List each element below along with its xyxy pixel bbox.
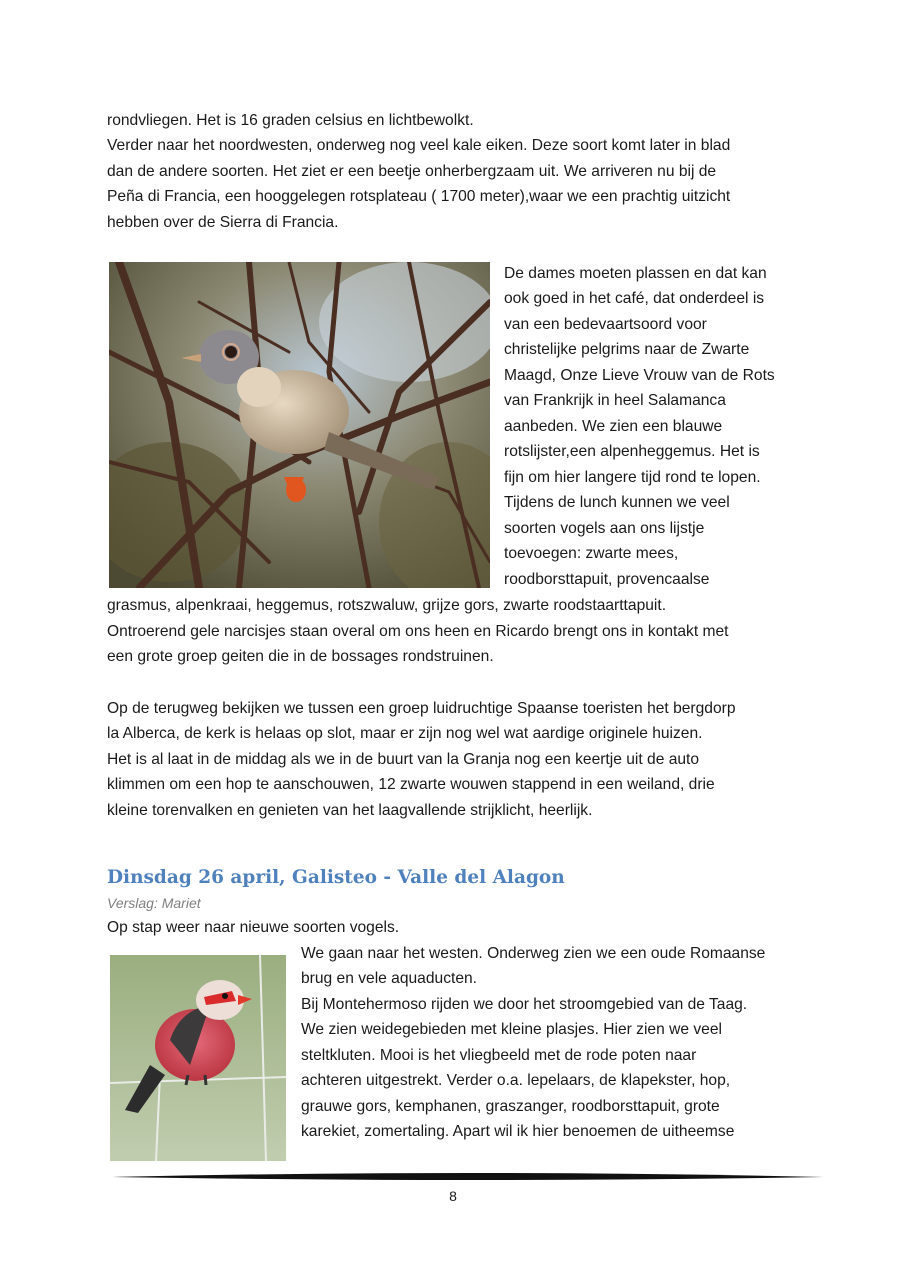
section-first-line: Op stap weer naar nieuwe soorten vogels. <box>107 919 400 936</box>
text-line: Ontroerend gele narcisjes staan overal om ons heen en Ricardo brengt ons in kontakt met <box>107 623 729 640</box>
text-line: grauwe gors, kemphanen, graszanger, roodborsttapuit, grote <box>301 1098 720 1115</box>
text-line: la Alberca, de kerk is helaas op slot, maar er zijn nog wel wat aardige originele huizen. <box>107 725 703 742</box>
text-line: van Frankrijk in heel Salamanca <box>504 392 726 409</box>
footer-divider <box>112 1170 824 1184</box>
text-line: ook goed in het café, dat onderdeel is <box>504 290 765 307</box>
text-line: soorten vogels aan ons lijstje <box>504 520 705 537</box>
text-line: rondvliegen. Het is 16 graden celsius en lichtbewolkt. <box>107 112 474 129</box>
text-line: Het is al laat in de middag als we in de buurt van la Granja nog een keertje uit de auto <box>107 751 700 768</box>
text-line: toevoegen: zwarte mees, <box>504 545 679 562</box>
text-line: grasmus, alpenkraai, heggemus, rotszwaluw, grijze gors, zwarte roodstaarttapuit. <box>107 597 667 614</box>
text-line: We zien weidegebieden met kleine plasjes. Hier zien we veel <box>301 1021 722 1038</box>
text-line: roodborsttapuit, provencaalse <box>504 571 710 588</box>
text-line: Maagd, Onze Lieve Vrouw van de Rots <box>504 367 775 384</box>
text-line: kleine torenvalken en genieten van het laagvallende strijklicht, heerlijk. <box>107 802 593 819</box>
text-line: achteren uitgestrekt. Verder o.a. lepelaars, de klapekster, hop, <box>301 1072 731 1089</box>
text-line: Tijdens de lunch kunnen we veel <box>504 494 730 511</box>
text-line: brug en vele aquaducten. <box>301 970 478 987</box>
section-heading: Dinsdag 26 april, Galisteo - Valle del Alagon <box>107 867 565 888</box>
warbler-illustration <box>109 262 490 588</box>
text-line: karekiet, zomertaling. Apart wil ik hier benoemen de uitheemse <box>301 1123 735 1140</box>
text-line: steltkluten. Mooi is het vliegbeeld met de rode poten naar <box>301 1047 697 1064</box>
text-line: christelijke pelgrims naar de Zwarte <box>504 341 750 358</box>
section-byline: Verslag: Mariet <box>107 895 201 911</box>
page-number: 8 <box>449 1188 457 1204</box>
text-line: fijn om hier langere tijd rond te lopen. <box>504 469 761 486</box>
warbler-photo <box>109 262 490 588</box>
text-line: rotslijster,een alpenheggemus. Het is <box>504 443 760 460</box>
text-line: Peña di Francia, een hooggelegen rotsplateau ( 1700 meter),waar we een prachtig uitzicht <box>107 188 731 205</box>
text-line: We gaan naar het westen. Onderweg zien we een oude Romaanse <box>301 945 766 962</box>
text-line: van een bedevaartsoord voor <box>504 316 707 333</box>
text-line: klimmen om een hop te aanschouwen, 12 zwarte wouwen stappend in een weiland, drie <box>107 776 715 793</box>
text-line: Op de terugweg bekijken we tussen een groep luidruchtige Spaanse toeristen het bergdorp <box>107 700 736 717</box>
text-line: dan de andere soorten. Het ziet er een beetje onherbergzaam uit. We arriveren nu bij de <box>107 163 717 180</box>
text-line: aanbeden. We zien een blauwe <box>504 418 723 435</box>
text-line: hebben over de Sierra di Francia. <box>107 214 339 231</box>
text-line: De dames moeten plassen en dat kan <box>504 265 767 282</box>
text-line: een grote groep geiten die in de bossages rondstruinen. <box>107 648 494 665</box>
waxbill-photo <box>110 955 286 1161</box>
text-line: Bij Montehermoso rijden we door het stroomgebied van de Taag. <box>301 996 748 1013</box>
text-line: Verder naar het noordwesten, onderweg nog veel kale eiken. Deze soort komt later in blad <box>107 137 731 154</box>
waxbill-illustration <box>110 955 286 1161</box>
